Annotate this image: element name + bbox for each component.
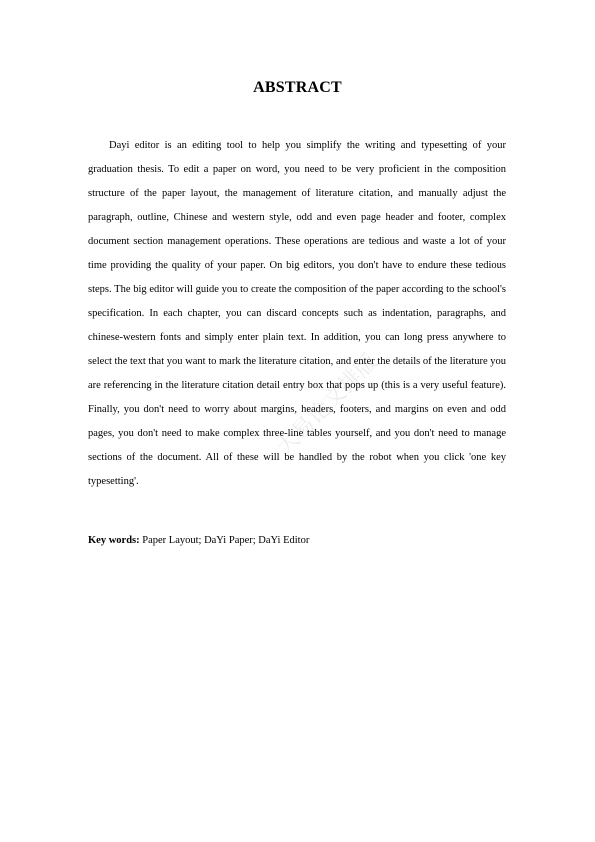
keywords-label: Key words: [88,535,140,546]
page-title: ABSTRACT [253,79,342,96]
watermark: 大易论文排版 [271,349,383,461]
keywords-line [88,529,506,553]
abstract-paragraph: Dayi editor is an editing tool to help you simplify the writing and typesetting of your graduation thesis. To edit a paper on word, you need to be very proficient in the composition structure of the paper layout, the management of literature citation, and manually adjust the paragraph, outline, Chinese and western style, odd and even page header and footer, complex document section management operations. These operations are tedious and waste a lot of your time providing the quality of your paper. On big editors, you don't have to endure these tedious steps. The big editor will guide you to create the composition of the paper according to the school's specification. In each chapter, you can discard concepts such as indentation, paragraphs, and chinese-western fonts and simply enter plain text. In addition, you can long press anywhere to select the text that you want to mark the literature citation, and enter the details of the literature you are referencing in the literature citation detail entry box that pops up (this is a very useful feature). Finally, you don't need to worry about margins, headers, footers, and margins on even and odd pages, you don't need to make complex three-line tables yourself, and you don't need to manage sections of the document. All of these will be handled by the robot when you click 'one key typesetting'. [88,140,506,487]
keywords-text: Paper Layout; DaYi Paper; DaYi Editor [139,535,310,546]
